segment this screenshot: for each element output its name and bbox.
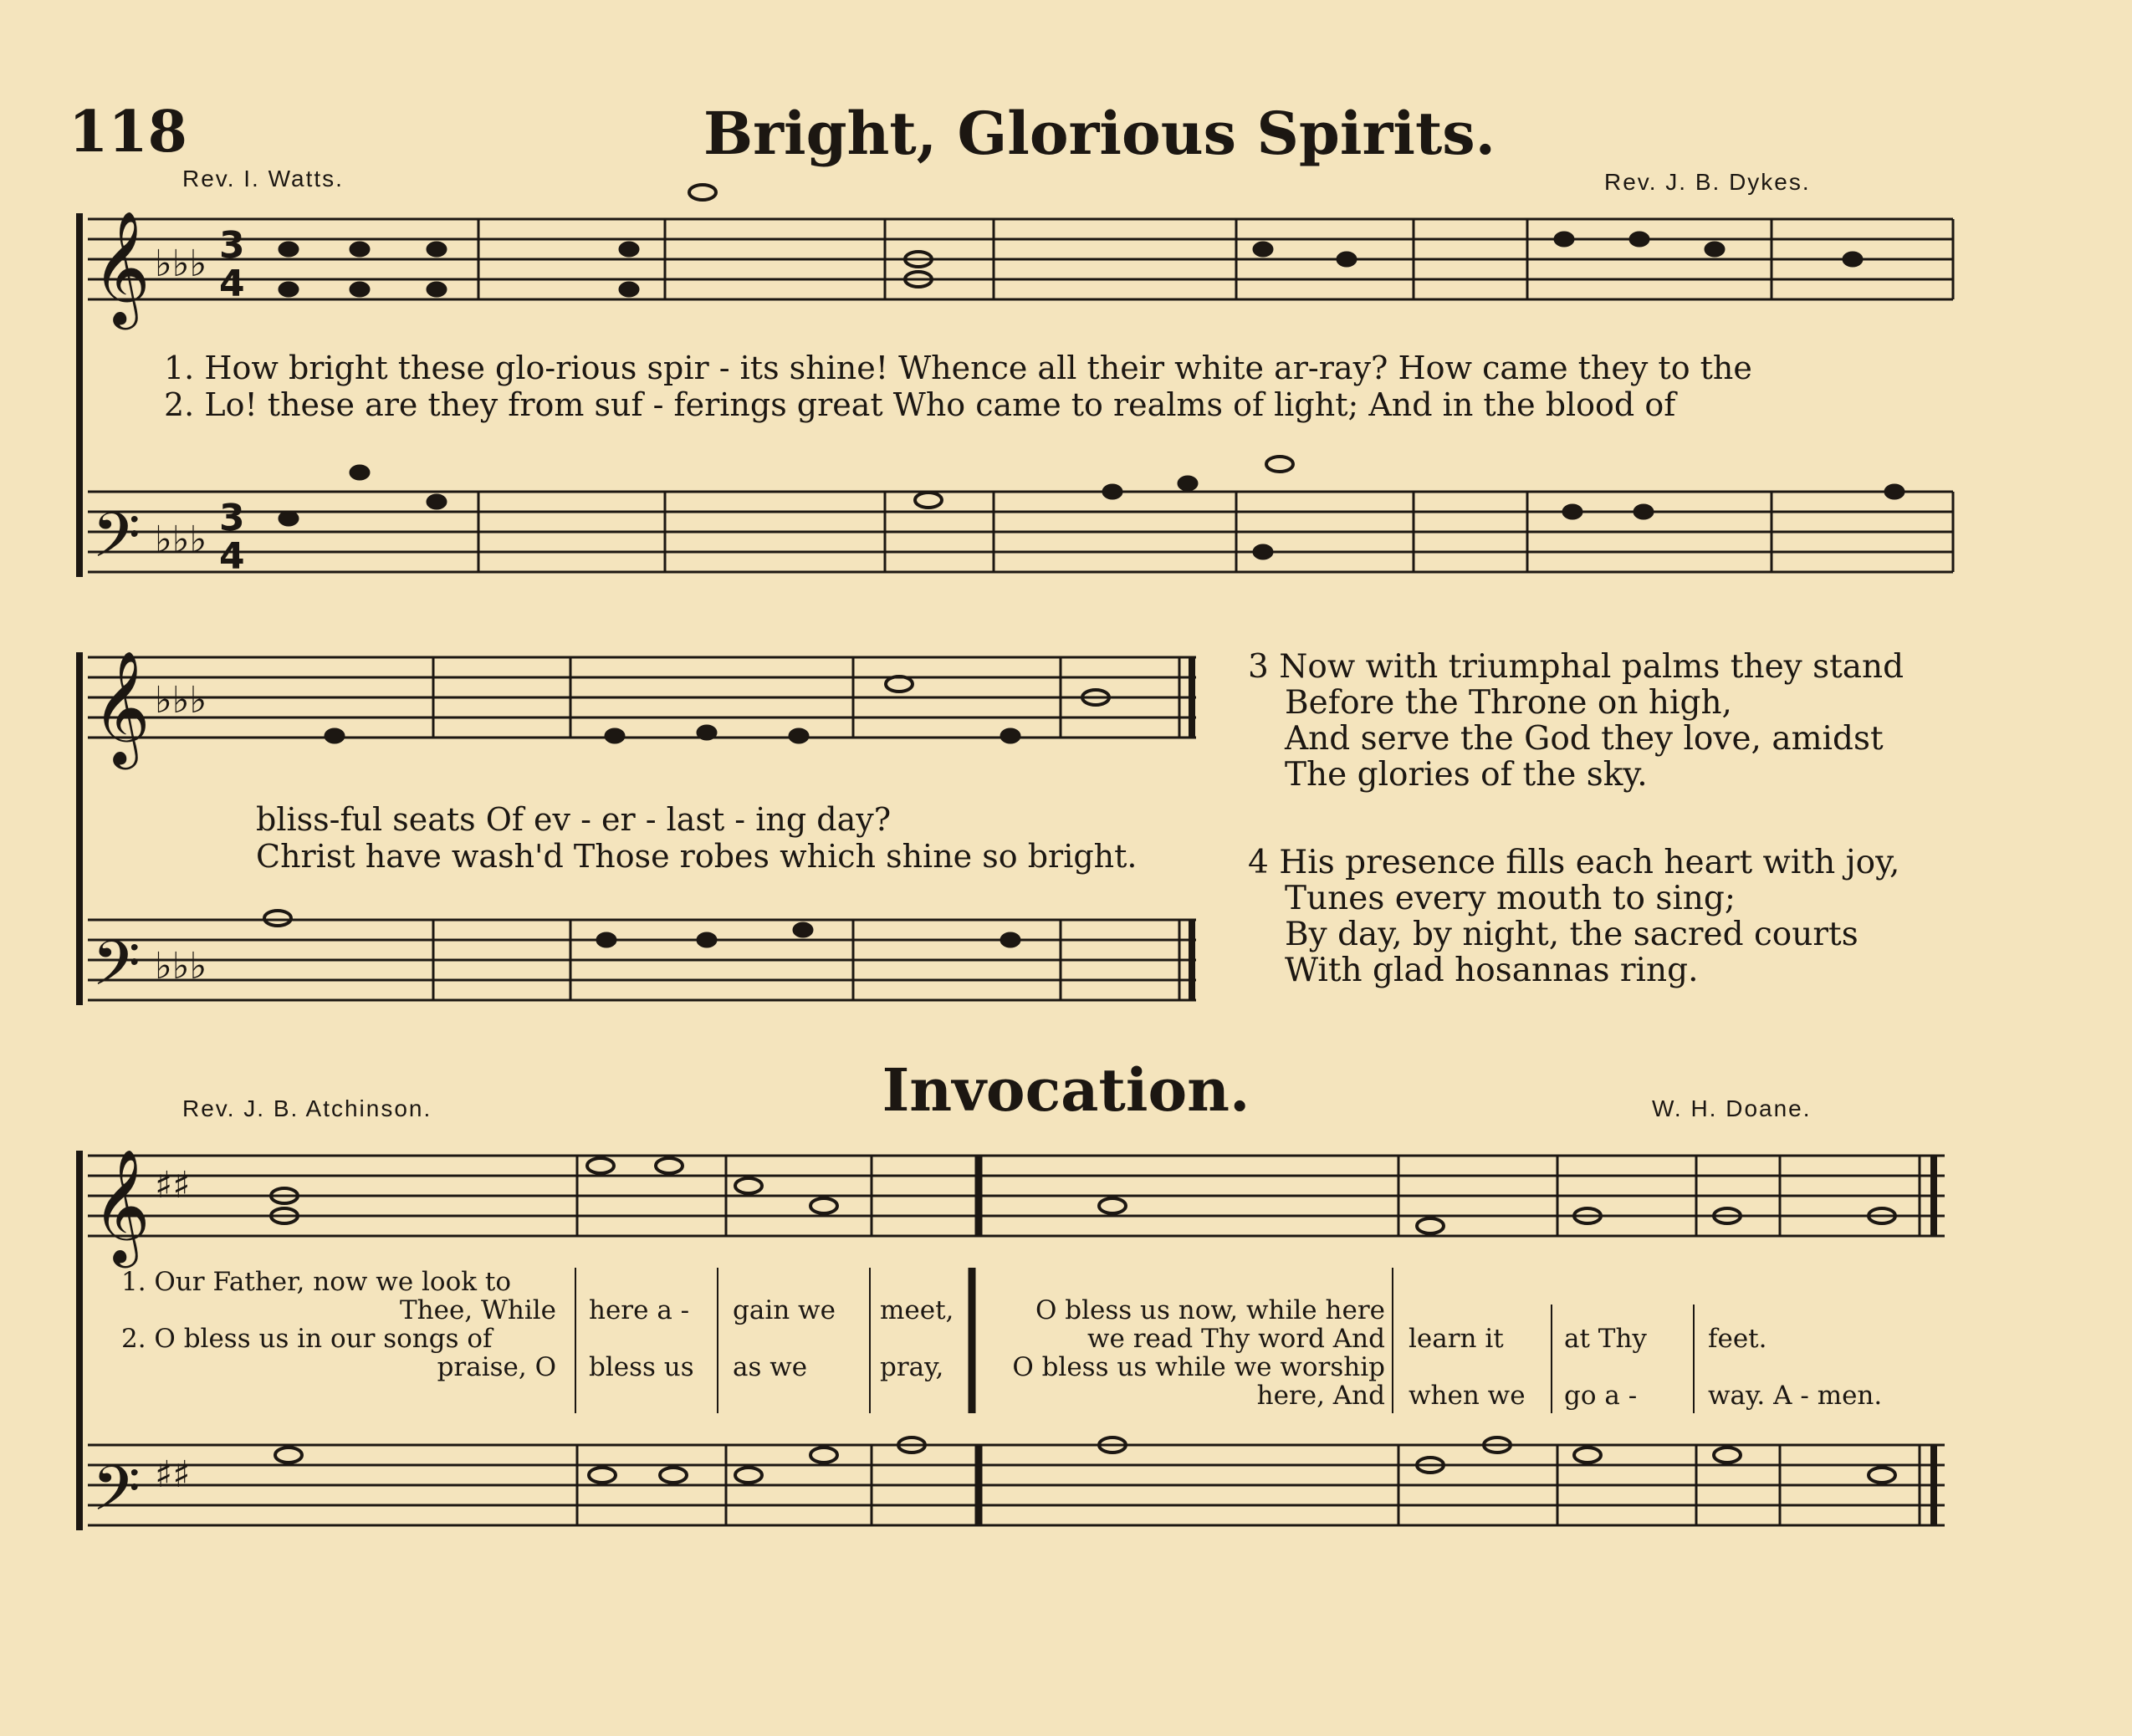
verse-3-line-2: Before the Throne on high, (1285, 684, 1732, 722)
text: bless us (589, 1352, 694, 1382)
verse-3-line-4: The glories of the sky. (1285, 756, 1648, 794)
text: here a - (589, 1295, 690, 1325)
verse-3-line-1: 3 Now with triumphal palms they stand (1248, 648, 1904, 686)
text: praise, O (437, 1352, 556, 1382)
svg-text:𝄞: 𝄞 (92, 209, 151, 324)
text: 2. O bless us in our songs of (121, 1324, 493, 1354)
svg-text:𝄞: 𝄞 (92, 1147, 151, 1263)
lyricist-credit-invocation: Rev. J. B. Atchinson. (182, 1095, 432, 1121)
text: feet. (1708, 1324, 1767, 1354)
page-number: 118 (69, 99, 187, 166)
verse-3-line-3: And serve the God they love, amidst (1285, 720, 1884, 758)
text: when we (1409, 1381, 1526, 1411)
text: 1. Our Father, now we look to (121, 1267, 512, 1297)
svg-text:4: 4 (219, 535, 245, 578)
text: here, And (1256, 1381, 1385, 1411)
lyrics-line-2-verse-1: bliss-ful seats Of ev - er - last - ing day? (256, 801, 892, 838)
svg-text:3: 3 (219, 497, 245, 539)
svg-text:♭♭♭: ♭♭♭ (155, 945, 207, 988)
lyrics-line-1-verse-2: 2. Lo! these are they from suf - ferings great Who came to realms of light; And in the blood of (164, 386, 1676, 423)
svg-text:4: 4 (219, 263, 245, 305)
svg-text:𝄢: 𝄢 (92, 1453, 141, 1540)
composer-credit: Rev. J. B. Dykes. (1604, 169, 1811, 195)
text: gain we (733, 1295, 836, 1325)
hymn-title-invocation: Invocation. (882, 1055, 1250, 1125)
verse-4-line-1: 4 His presence fills each heart with joy, (1248, 844, 1900, 881)
text: learn it (1409, 1324, 1504, 1354)
svg-text:3: 3 (219, 224, 245, 267)
lyricist-credit: Rev. I. Watts. (182, 166, 344, 191)
verse-4-line-4: With glad hosannas ring. (1285, 952, 1699, 989)
composer-credit-invocation: W. H. Doane. (1652, 1095, 1812, 1121)
text: O bless us now, while here (1035, 1295, 1385, 1325)
text: we read Thy word And (1086, 1324, 1385, 1354)
text: Thee, While (399, 1295, 556, 1325)
verse-4-line-2: Tunes every mouth to sing; (1285, 880, 1736, 917)
svg-text:𝄢: 𝄢 (92, 499, 141, 587)
svg-text:♭♭♭: ♭♭♭ (155, 243, 207, 285)
text: O bless us while we worship (1012, 1352, 1385, 1382)
text: at Thy (1564, 1324, 1647, 1354)
text: as we (733, 1352, 808, 1382)
svg-text:𝄢: 𝄢 (92, 927, 141, 1015)
text: way. A - men. (1708, 1381, 1883, 1411)
text: go a - (1564, 1381, 1638, 1411)
svg-text:♯♯: ♯♯ (155, 1453, 191, 1496)
svg-text:♯♯: ♯♯ (155, 1164, 191, 1207)
hymn-title-bright-glorious-spirits: Bright, Glorious Spirits. (703, 99, 1496, 168)
verse-4-line-3: By day, by night, the sacred courts (1285, 916, 1858, 953)
text: meet, (880, 1295, 954, 1325)
lyrics-line-1-verse-1: 1. How bright these glo-rious spir - its shine! Whence all their white ar-ray? How came they to the (164, 350, 1752, 386)
svg-text:♭♭♭: ♭♭♭ (155, 679, 207, 722)
svg-text:𝄞: 𝄞 (92, 649, 151, 764)
lyrics-line-2-verse-2: Christ have wash'd Those robes which shine so bright. (256, 838, 1138, 875)
text: pray, (880, 1352, 944, 1382)
svg-text:♭♭♭: ♭♭♭ (155, 518, 207, 561)
